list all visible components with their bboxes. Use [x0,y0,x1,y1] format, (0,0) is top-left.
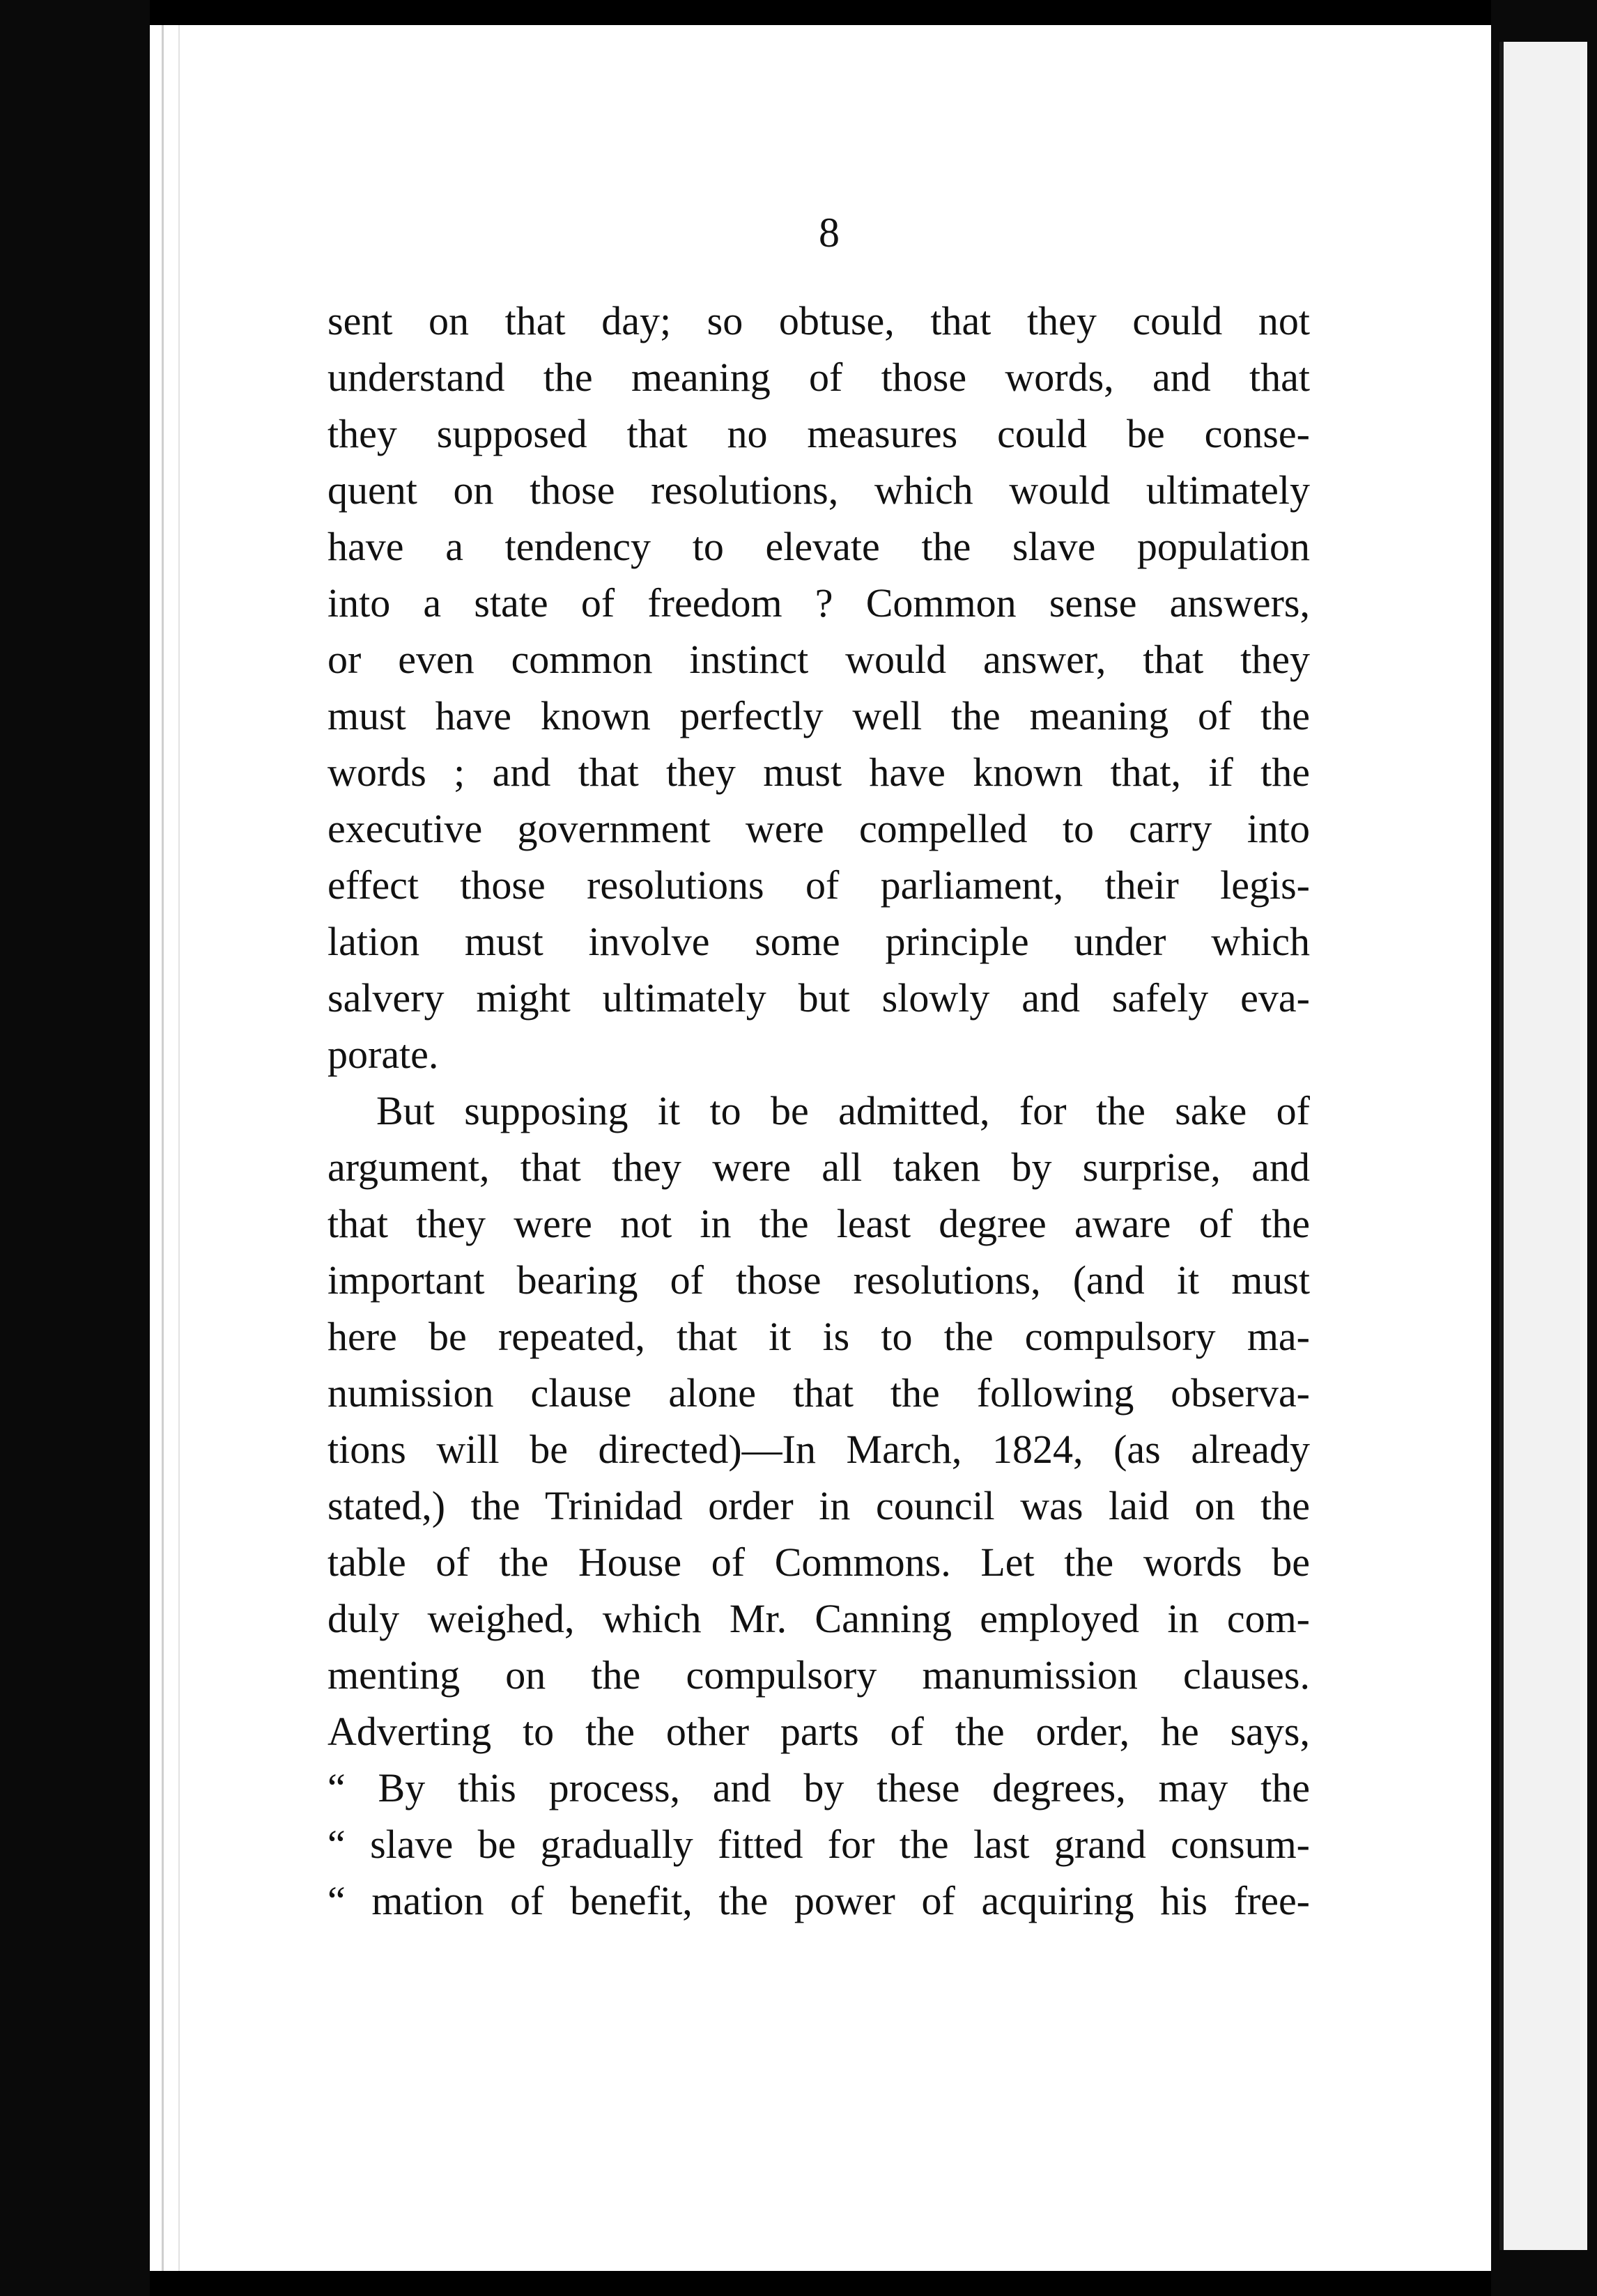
text-line: menting on the compulsory manumission clauses. [327,1652,1310,1698]
text-line: they supposed that no measures could be conse- [327,411,1310,456]
text-line: Adverting to the other parts of the order, he says, [327,1709,1310,1754]
text-line: “ By this process, and by these degrees, may the [327,1765,1310,1810]
text-line: sent on that day; so obtuse, that they could not [327,298,1310,343]
text-line: quent on those resolutions, which would ultimately [327,467,1310,513]
scan-border-left [0,0,150,2296]
text-line: important bearing of those resolutions, (and it must [327,1257,1310,1303]
text-line: that they were not in the least degree aware of the [327,1201,1310,1246]
text-line: into a state of freedom ? Common sense answers, [327,580,1310,626]
paragraph-1 [327,293,1310,1083]
text-line: numission clause alone that the following observa- [327,1370,1310,1415]
text-line: or even common instinct would answer, that they [327,637,1310,682]
text-line: lation must involve some principle under which [327,919,1310,964]
page-binding-edge-inner [178,25,180,2271]
text-line: salvery might ultimately but slowly and safely eva- [327,975,1310,1021]
text-line: have a tendency to elevate the slave population [327,524,1310,569]
body-text [327,293,1310,1929]
text-line: argument, that they were all taken by surprise, and [327,1145,1310,1190]
text-line: here be repeated, that it is to the compulsory ma- [327,1314,1310,1359]
text-line: porate. [327,1032,439,1077]
text-line: effect those resolutions of parliament, their legis- [327,862,1310,908]
text-line: must have known perfectly well the meaning of the [327,693,1310,738]
text-line: duly weighed, which Mr. Canning employed in com- [327,1596,1310,1641]
text-line: tions will be directed)—In March, 1824, (as already [327,1427,1310,1472]
paragraph-2 [327,1083,1310,1929]
page-binding-edge [162,25,164,2271]
facing-page-edge [1499,42,1587,2250]
text-line: words ; and that they must have known that, if the [327,750,1310,795]
text-line: understand the meaning of those words, and that [327,355,1310,400]
page-number: 8 [819,210,840,256]
text-line: executive government were compelled to carry into [327,806,1310,851]
text-line: table of the House of Commons. Let the words be [327,1539,1310,1585]
text-line: “ mation of benefit, the power of acquiring his free- [327,1878,1310,1923]
text-line: stated,) the Trinidad order in council was laid on the [327,1483,1310,1528]
text-line: “ slave be gradually fitted for the last grand consum- [327,1822,1310,1867]
text-line: But supposing it to be admitted, for the sake of [376,1088,1310,1133]
